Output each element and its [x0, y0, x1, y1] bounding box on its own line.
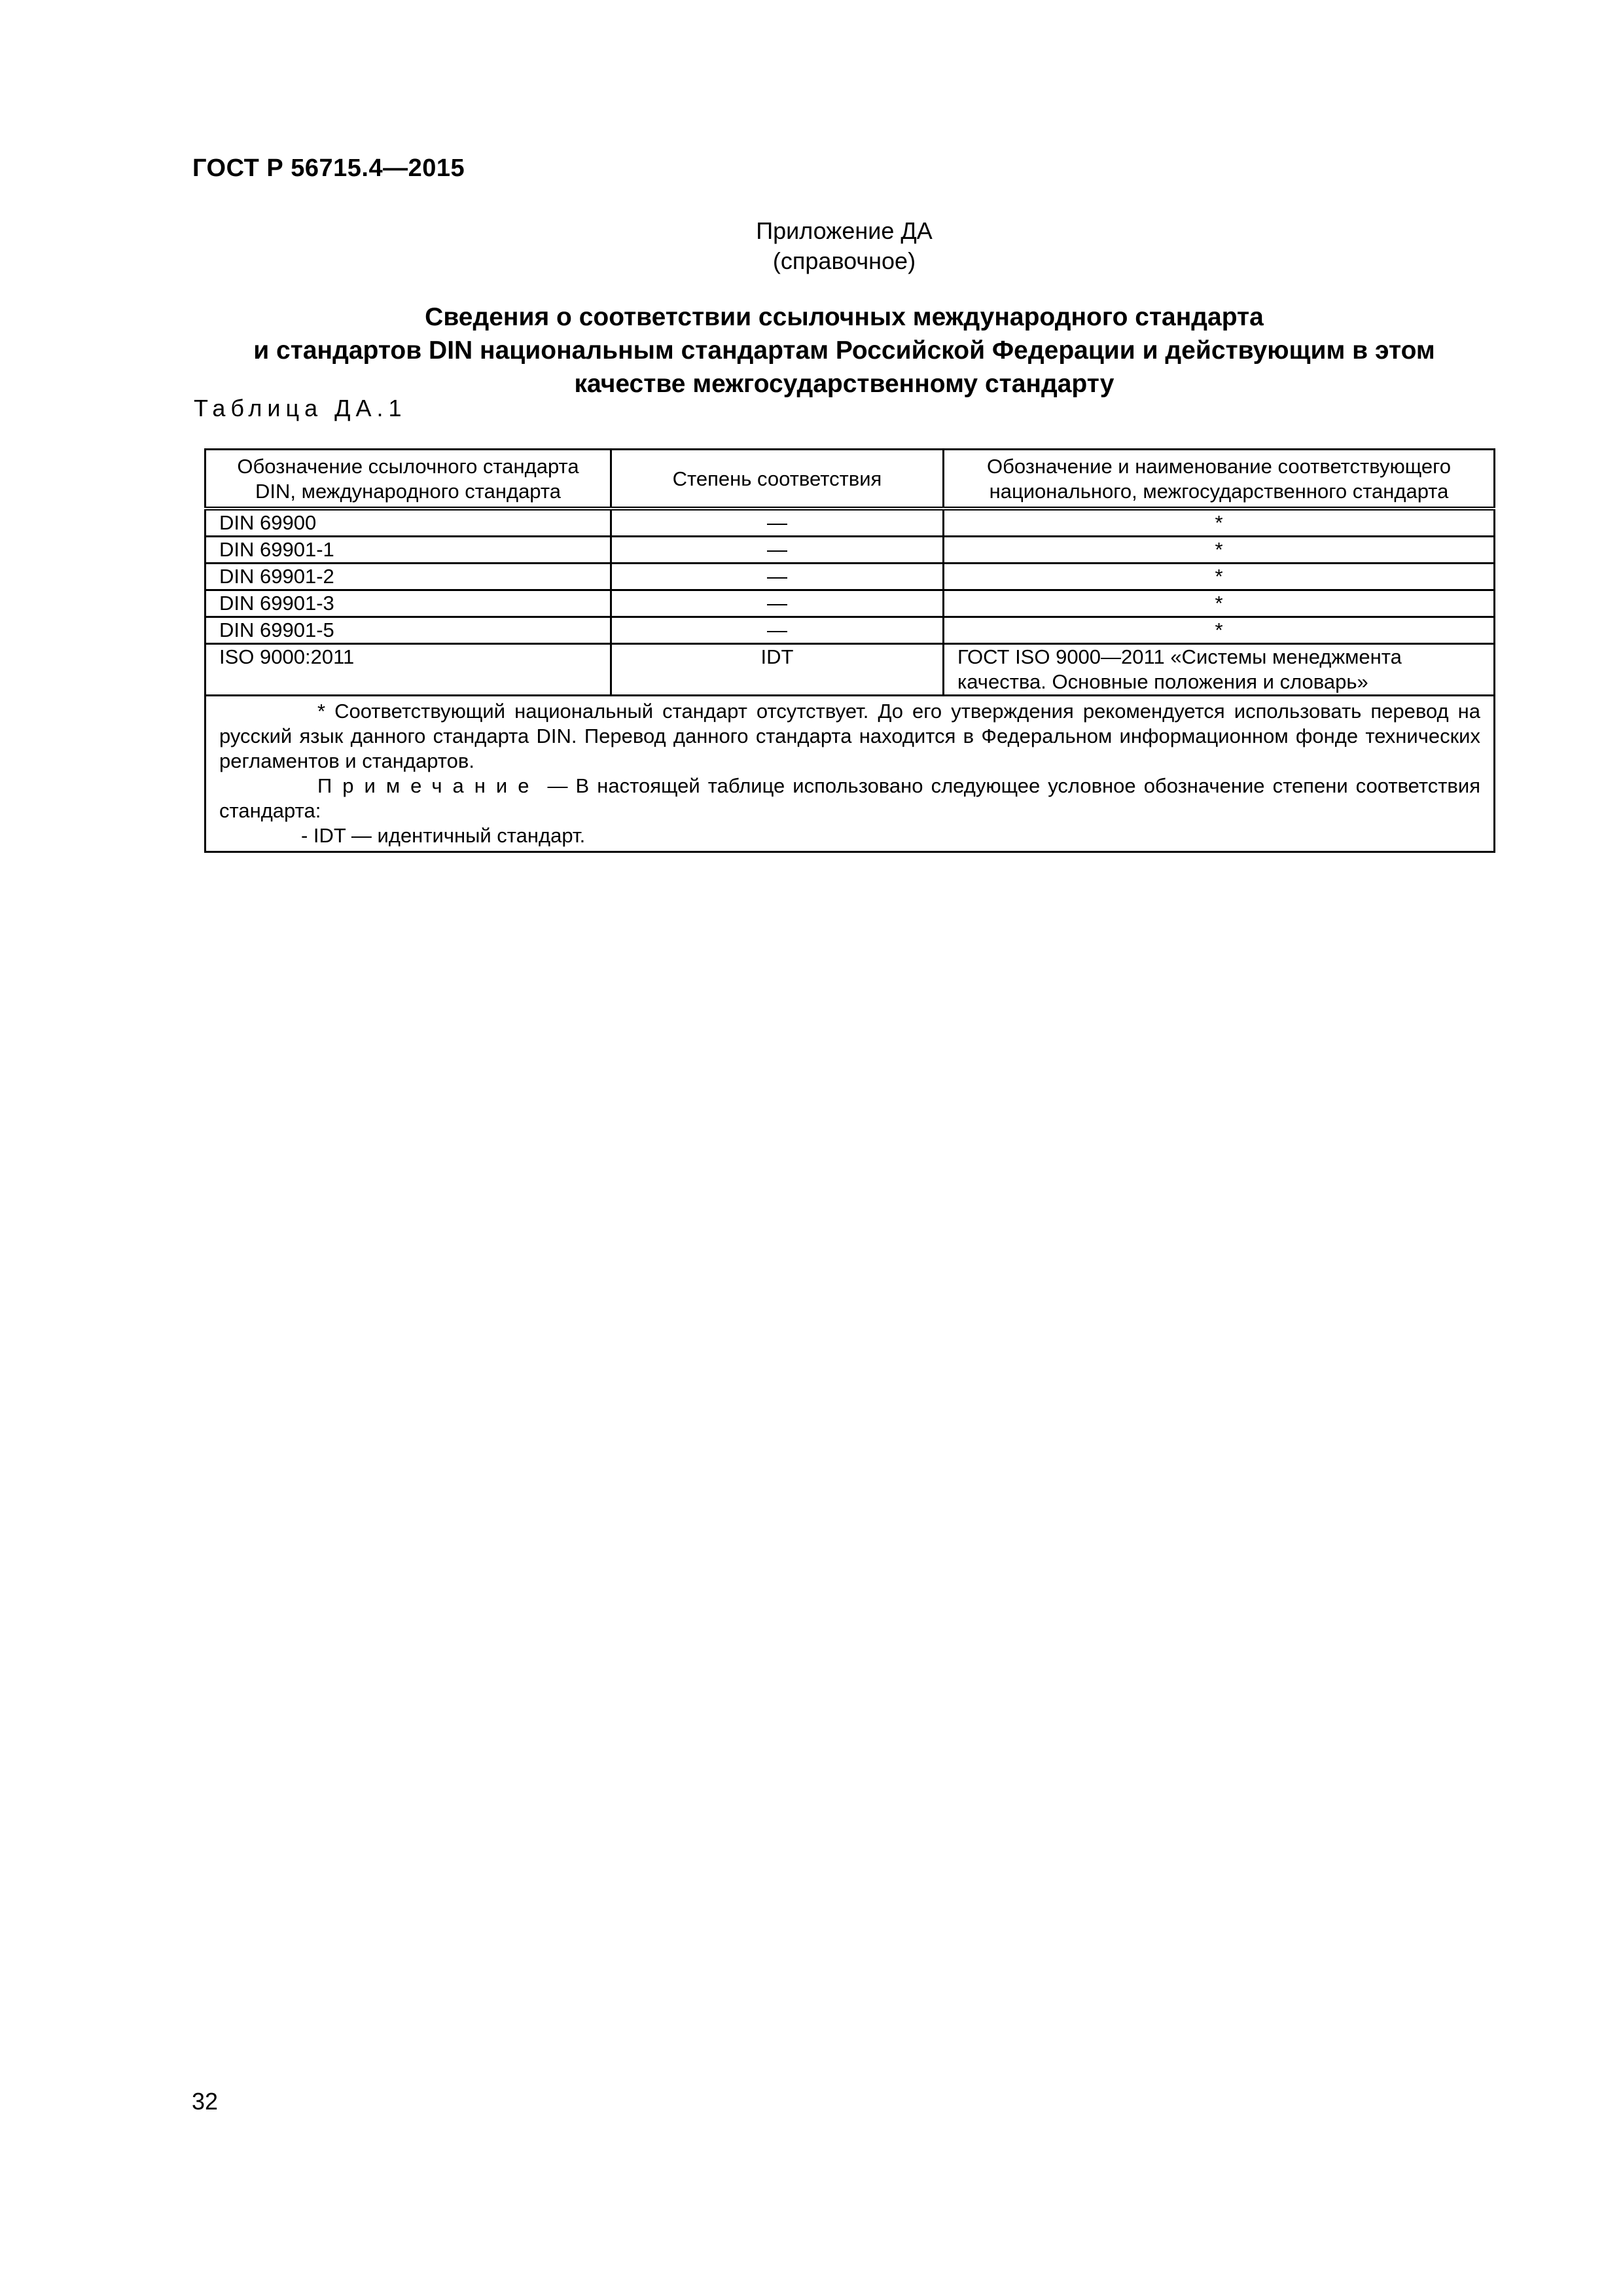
table-row	[205, 509, 1495, 537]
cell-degree: —	[611, 564, 944, 590]
cell-national: *	[944, 590, 1495, 617]
main-title-line-2: и стандартов DIN национальным стандартам Российской Федерации и действующим в этом	[253, 336, 1435, 365]
table-row	[205, 644, 1495, 696]
main-title	[196, 300, 1492, 401]
table-row	[205, 564, 1495, 590]
cell-reference: DIN 69901-1	[205, 537, 611, 564]
cell-reference: DIN 69901-2	[205, 564, 611, 590]
correspondence-table-wrapper	[204, 448, 1493, 853]
cell-national: *	[944, 537, 1495, 564]
cell-degree: —	[611, 537, 944, 564]
table-footnote-row	[205, 696, 1495, 852]
appendix-title: Приложение ДА	[756, 217, 933, 244]
table-label: Таблица ДА.1	[194, 395, 407, 422]
column-header-reference: Обозначение ссылочного стандарта DIN, международного стандарта	[205, 450, 611, 509]
note-label: Примечание	[317, 774, 540, 797]
main-title-line-1: Сведения о соответствии ссылочных международного стандарта	[425, 303, 1264, 331]
cell-reference: DIN 69901-5	[205, 617, 611, 644]
note-idt-item: - IDT — идентичный стандарт.	[301, 824, 586, 847]
main-title-line-3: качестве межгосударственному стандарту	[574, 370, 1115, 398]
table-header-row	[205, 450, 1495, 509]
cell-national: *	[944, 564, 1495, 590]
note-text: — В настоящей таблице использовано следующее условное обозначение степени соответствия стандарта:	[219, 774, 1480, 822]
footnote-text: * Соответствующий национальный стандарт отсутствует. До его утверждения рекомендуется использовать перевод на русский язык данного стандарта DIN. Перевод данного стандарта находится в Федеральном информационном фонде технических регламентов и стандартов.	[219, 700, 1480, 772]
cell-reference: DIN 69900	[205, 509, 611, 537]
cell-degree: —	[611, 617, 944, 644]
correspondence-table	[204, 448, 1495, 853]
cell-national: ГОСТ ISO 9000—2011 «Системы менеджмента качества. Основные положения и словарь»	[944, 644, 1495, 696]
table-row	[205, 537, 1495, 564]
cell-national: *	[944, 509, 1495, 537]
cell-degree: IDT	[611, 644, 944, 696]
column-header-national: Обозначение и наименование соответствующего национального, межгосударственного стандарта	[944, 450, 1495, 509]
cell-reference: ISO 9000:2011	[205, 644, 611, 696]
cell-reference: DIN 69901-3	[205, 590, 611, 617]
standard-code: ГОСТ Р 56715.4—2015	[192, 154, 465, 182]
cell-degree: —	[611, 509, 944, 537]
cell-national: *	[944, 617, 1495, 644]
table-row	[205, 617, 1495, 644]
table-row	[205, 590, 1495, 617]
appendix-kind: (справочное)	[772, 247, 916, 274]
table-note	[219, 774, 1480, 823]
table-footnote	[205, 696, 1495, 852]
column-header-degree: Степень соответствия	[611, 450, 944, 509]
cell-degree: —	[611, 590, 944, 617]
page-number: 32	[192, 2088, 219, 2115]
